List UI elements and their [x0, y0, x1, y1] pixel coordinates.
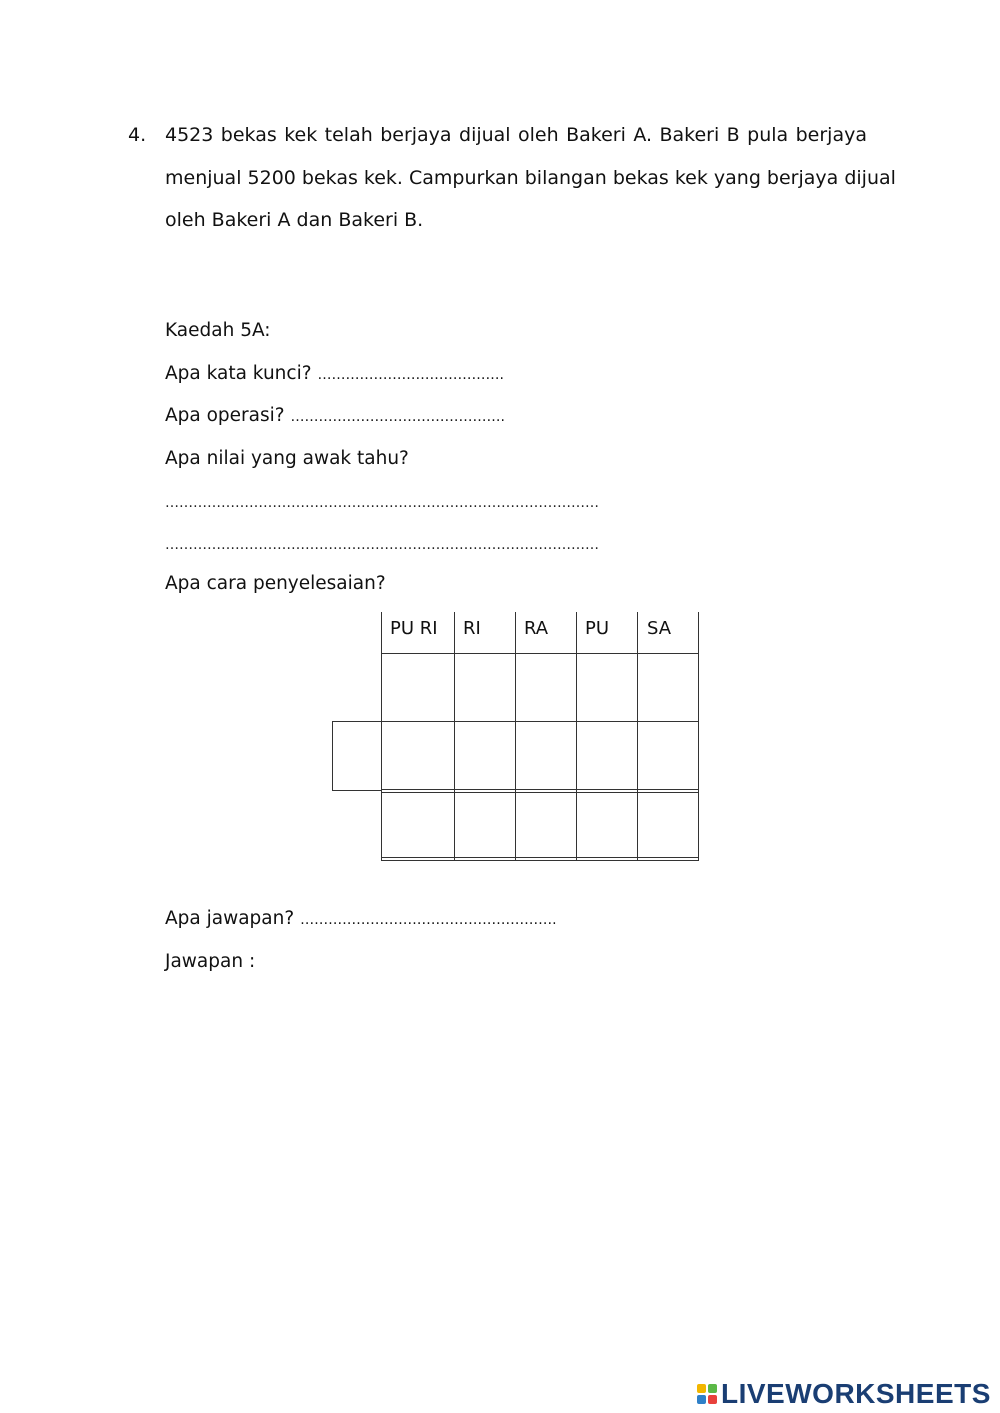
grid-line [381, 612, 382, 861]
operation-row [165, 405, 505, 426]
known-values-blank-1[interactable]: ………………………………………………………………………………… [165, 495, 599, 511]
logo-squares-icon [697, 1384, 717, 1404]
solution-label: Apa cara penyelesaian? [165, 573, 386, 594]
grid-line [454, 612, 455, 861]
keyword-label: Apa kata kunci? [165, 363, 312, 384]
grid-line [637, 612, 638, 861]
operation-label: Apa operasi? [165, 405, 285, 426]
answer-label: Apa jawapan? [165, 908, 295, 929]
liveworksheets-logo [697, 1378, 991, 1410]
grid-line [576, 612, 577, 861]
grid-line [698, 612, 699, 861]
known-values-label: Apa nilai yang awak tahu? [165, 448, 409, 469]
grid-line [381, 789, 699, 790]
final-answer-label: Jawapan : [165, 951, 256, 972]
logo-text: LIVEWORKSHEETS [721, 1378, 991, 1409]
keyword-answer-blank[interactable]: …………………………………. [317, 367, 504, 383]
grid-line [515, 612, 516, 861]
logo-square [697, 1395, 706, 1404]
grid-line [381, 653, 699, 654]
grid-line [381, 857, 699, 858]
known-values-blank-2[interactable]: ………………………………………………………………………………… [165, 537, 599, 553]
question-line-3: oleh Bakeri A dan Bakeri B. [165, 209, 424, 231]
operator-box[interactable] [332, 721, 382, 791]
header-puluh: PU [585, 618, 610, 639]
question-line-2: menjual 5200 bekas kek. Campurkan bilangan bekas kek yang berjaya dijual [165, 167, 896, 189]
operation-answer-blank[interactable]: ………………………………………. [290, 409, 505, 425]
logo-square [697, 1384, 706, 1393]
header-ribu: RI [463, 618, 481, 639]
question-number: 4. [128, 124, 147, 146]
grid-line [381, 721, 699, 722]
answer-row [165, 908, 557, 929]
grid-line [381, 860, 699, 861]
logo-square [708, 1395, 717, 1404]
header-puluh-ribu: PU RI [390, 618, 438, 639]
method-heading: Kaedah 5A: [165, 320, 271, 341]
logo-square [708, 1384, 717, 1393]
header-sa: SA [647, 618, 672, 639]
answer-blank[interactable]: ………………………………………………. [300, 912, 557, 928]
question-line-1: 4523 bekas kek telah berjaya dijual oleh Bakeri A. Bakeri B pula berjaya [165, 124, 867, 146]
grid-line [381, 792, 699, 793]
keyword-row [165, 363, 504, 384]
header-ratus: RA [524, 618, 549, 639]
